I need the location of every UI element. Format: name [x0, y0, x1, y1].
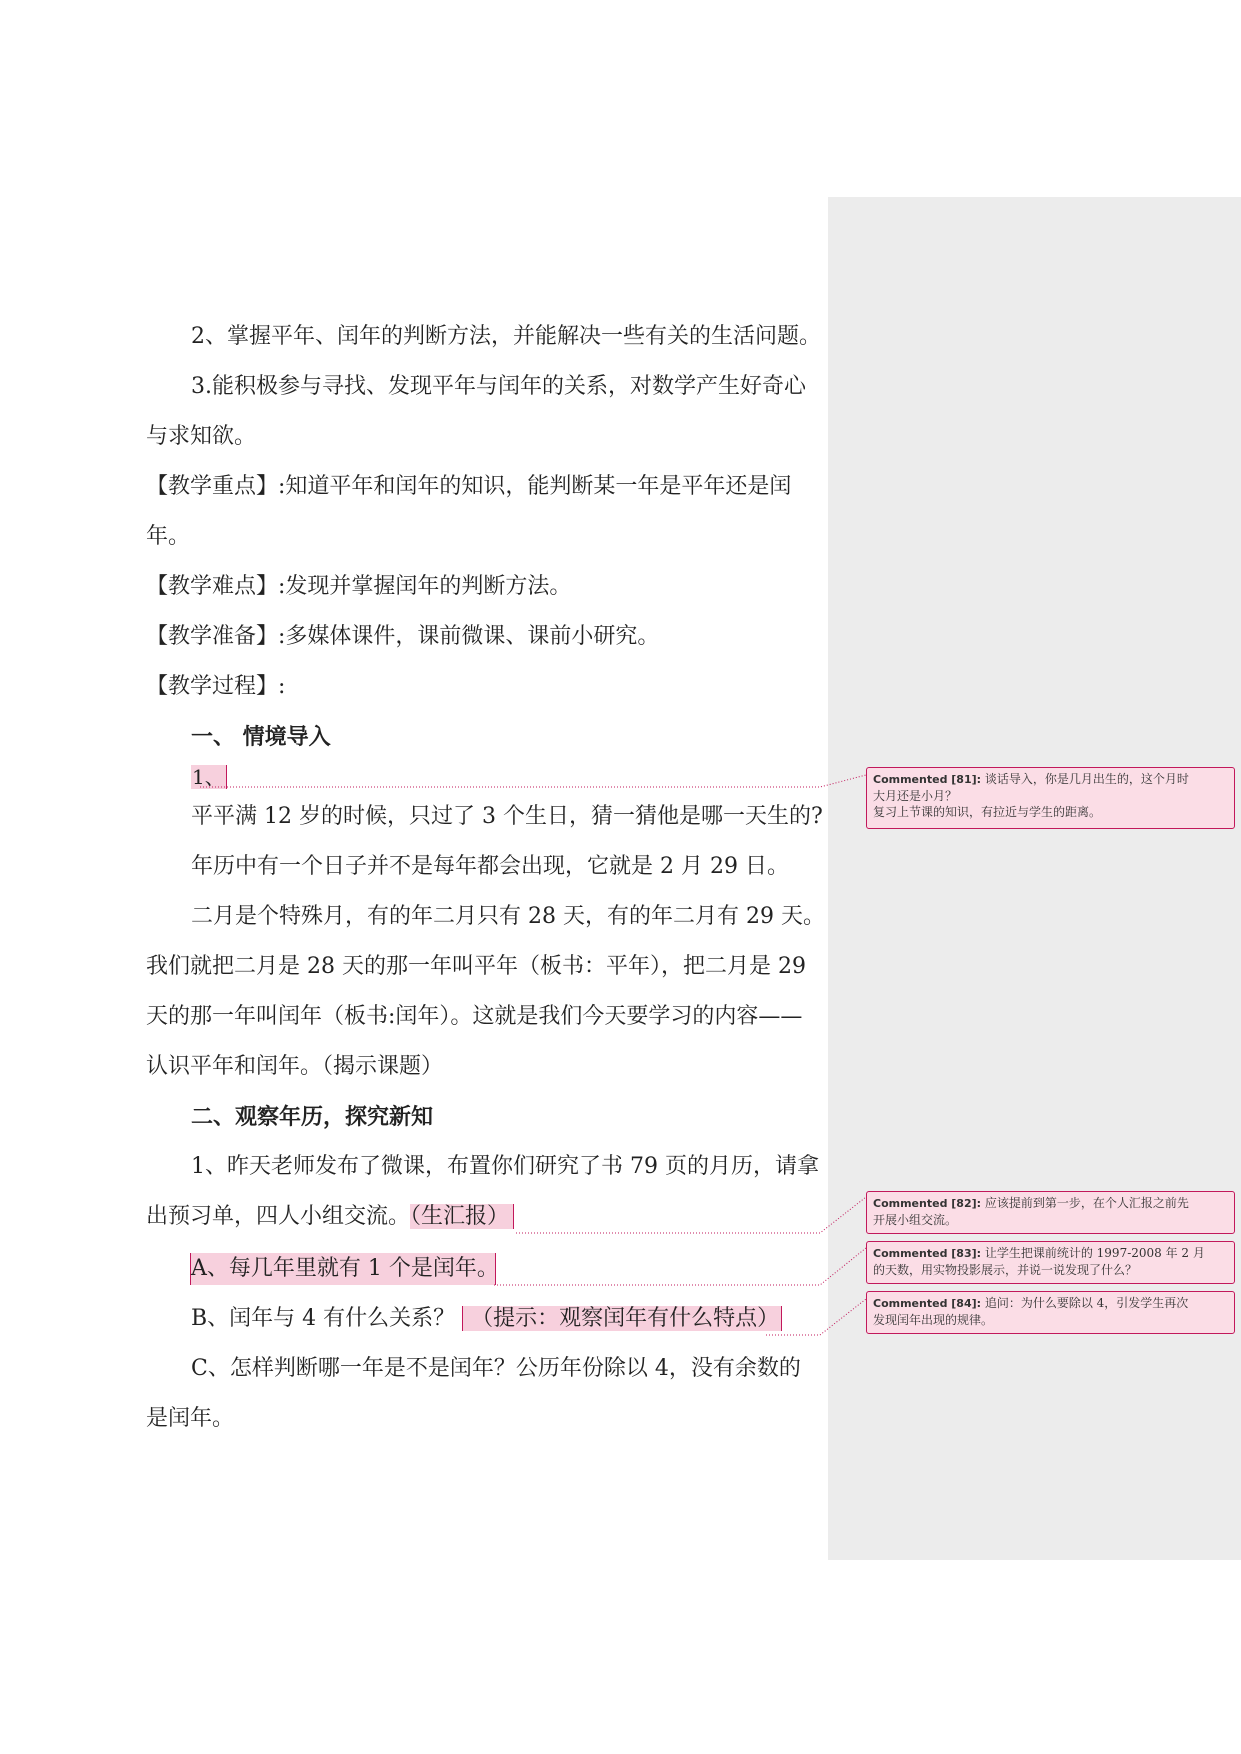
section1-heading: 一、 情境导入 — [191, 724, 331, 750]
s1-paragraph-1: 平平满 12 岁的时候，只过了 3 个生日，猜一猜他是哪一天生的? — [191, 804, 823, 829]
comment-84-author: Commented [84]: — [873, 1297, 982, 1310]
comment-84-text-line2: 发现闰年出现的规律。 — [873, 1313, 994, 1327]
s1-paragraph-2: 年历中有一个日子并不是每年都会出现，它就是 2 月 29 日。 — [191, 854, 789, 879]
comment-pane — [828, 197, 1241, 1560]
comment-82[interactable] — [866, 1191, 1235, 1234]
comment-81[interactable] — [866, 767, 1235, 829]
s2-paragraph-1-line2 — [146, 1202, 514, 1232]
comment-81-anchor[interactable]: 1、 — [192, 765, 225, 789]
comment-83-author: Commented [83]: — [873, 1247, 982, 1260]
comment-84-text-line1: 追问：为什么要除以 4，引发学生再次 — [981, 1296, 1189, 1310]
key-point-label: 【教学重点】 — [146, 474, 279, 499]
objective-2: 2、掌握平年、闰年的判断方法，并能解决一些有关的生活问题。 — [191, 324, 821, 349]
comment-83[interactable] — [866, 1241, 1235, 1284]
comment-83-anchor[interactable]: A、每几年里就有 1 个是闰年。 — [191, 1256, 499, 1281]
leader-line-81 — [200, 775, 866, 787]
process-colon: : — [278, 674, 286, 699]
process-label: 【教学过程】 — [146, 674, 279, 699]
prep-label: 【教学准备】 — [146, 624, 279, 649]
s2-paragraph-1-line2-text: 出预习单，四人小组交流。 — [146, 1204, 411, 1229]
s1-paragraph-3-line3: 天的那一年叫闰年（板书:闰年）。这就是我们今天要学习的内容—— — [146, 1004, 803, 1029]
comment-82-text-line2: 开展小组交流。 — [873, 1213, 958, 1227]
comment-81-text-line1: 谈话导入，你是几月出生的，这个月时 — [981, 772, 1189, 786]
section1-item-marker — [191, 762, 227, 792]
leader-line-83 — [494, 1248, 866, 1285]
s2-item-b — [191, 1304, 782, 1334]
s2-item-b-text: B、闰年与 4 有什么关系？ — [191, 1306, 456, 1331]
comment-81-author: Commented [81]: — [873, 773, 982, 786]
comment-84[interactable] — [866, 1291, 1235, 1334]
s2-paragraph-1-line1: 1、昨天老师发布了微课，布置你们研究了书 79 页的月历，请拿 — [191, 1154, 819, 1179]
prep-line — [146, 622, 659, 652]
key-point-line1 — [146, 472, 791, 502]
leader-line-82 — [516, 1197, 866, 1233]
objective-3-line2: 与求知欲。 — [146, 424, 257, 449]
comment-82-anchor[interactable]: （生汇报） — [410, 1204, 514, 1229]
difficulty-text: :发现并掌握闰年的判断方法。 — [278, 574, 572, 599]
s1-paragraph-3-line4: 认识平年和闰年。（揭示课题） — [146, 1054, 444, 1079]
key-point-text: :知道平年和闰年的知识，能判断某一年是平年还是闰 — [278, 474, 792, 499]
key-point-line2: 年。 — [146, 524, 191, 549]
comment-84-anchor[interactable]: （提示：观察闰年有什么特点） — [462, 1306, 782, 1331]
s2-item-c-line2: 是闰年。 — [146, 1406, 235, 1431]
comment-81-text-line3: 复习上节课的知识，有拉近与学生的距离。 — [873, 805, 1102, 819]
comment-83-text-line1: 让学生把课前统计的 1997-2008 年 2 月 — [981, 1246, 1205, 1260]
objective-3-line1: 3.能积极参与寻找、发现平年与闰年的关系，对数学产生好奇心 — [191, 374, 806, 399]
prep-text: :多媒体课件，课前微课、课前小研究。 — [278, 624, 660, 649]
section2-heading: 二、观察年历，探究新知 — [191, 1104, 434, 1130]
s2-item-c-line1: C、怎样判断哪一年是不是闰年？公历年份除以 4，没有余数的 — [191, 1356, 801, 1381]
process-line — [146, 672, 285, 702]
difficulty-line — [146, 572, 571, 602]
comment-82-author: Commented [82]: — [873, 1197, 982, 1210]
comment-81-text-line2: 大月还是小月？ — [873, 789, 958, 803]
s1-paragraph-3-line2: 我们就把二月是 28 天的那一年叫平年（板书：平年），把二月是 29 — [146, 954, 806, 979]
difficulty-label: 【教学难点】 — [146, 574, 279, 599]
s1-paragraph-3-line1: 二月是个特殊月，有的年二月只有 28 天，有的年二月有 29 天。 — [191, 904, 825, 929]
comment-83-text-line2: 的天数，用实物投影展示，并说一说发现了什么？ — [873, 1263, 1138, 1277]
comment-82-text-line1: 应该提前到第一步，在个人汇报之前先 — [981, 1196, 1189, 1210]
